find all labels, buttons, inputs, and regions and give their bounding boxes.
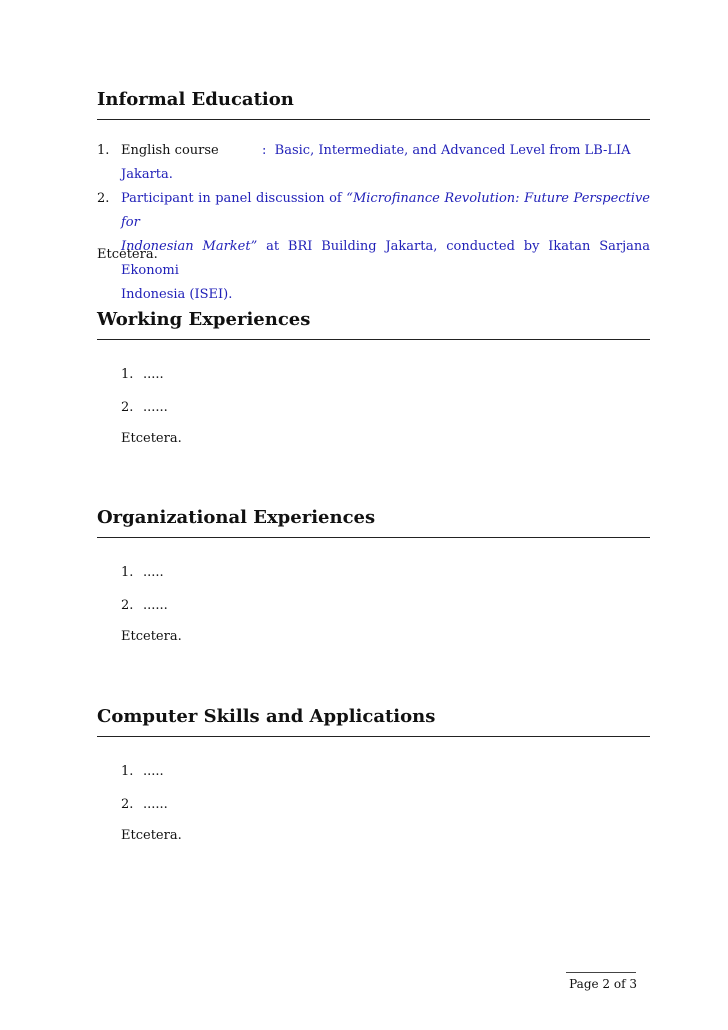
computer-skills-list — [121, 762, 168, 828]
section-title-organizational-experiences: Organizational Experiences — [97, 507, 650, 538]
english-course-value: Basic, Intermediate, and Advanced Level from LB-LIA Jakarta. — [121, 143, 631, 182]
panel-discussion-prefix: Participant in panel discussion of — [121, 191, 342, 206]
list-item-number: 1. — [97, 143, 110, 158]
section-title-computer-skills: Computer Skills and Applications — [97, 706, 650, 737]
panel-discussion-line-2 — [121, 235, 650, 283]
working-experiences-list — [121, 365, 168, 431]
panel-discussion-line-1 — [121, 187, 650, 235]
list-item-text: ..... — [143, 565, 164, 580]
list-item-number: 2. — [121, 400, 134, 415]
list-item — [97, 139, 650, 187]
list-item — [121, 795, 168, 828]
page-number: Page 2 of 3 — [569, 977, 637, 991]
organizational-experiences-list — [121, 563, 168, 629]
organizational-experiences-section — [97, 507, 650, 644]
panel-discussion-venue: at BRI Building Jakarta, conducted by Ikatan Sarjana Ekonomi — [121, 239, 650, 278]
list-item — [121, 563, 168, 596]
list-item — [97, 187, 650, 307]
list-item-number: 1. — [121, 764, 134, 779]
informal-education-list — [97, 139, 650, 307]
etcetera-text: Etcetera. — [97, 247, 158, 262]
list-item-number: 1. — [121, 565, 134, 580]
list-item-number: 2. — [121, 797, 134, 812]
footer-divider — [566, 972, 636, 973]
list-item-text: ..... — [143, 764, 164, 779]
etcetera-text: Etcetera. — [121, 828, 182, 843]
working-experiences-section — [97, 309, 650, 446]
informal-education-section — [97, 89, 650, 302]
panel-discussion-title-part-2: Indonesian Market” — [121, 239, 258, 254]
panel-discussion-organizer: Indonesia (ISEI). — [121, 287, 233, 302]
computer-skills-section — [97, 706, 650, 843]
section-title-working-experiences: Working Experiences — [97, 309, 650, 340]
list-item — [121, 762, 168, 795]
list-item-number: 2. — [97, 191, 110, 206]
panel-discussion-title-part-1: “Microfinance Revolution: Future Perspective for — [121, 191, 650, 230]
list-item-number: 1. — [121, 367, 134, 382]
english-course-separator: : — [262, 143, 267, 158]
list-item-text: ...... — [143, 797, 168, 812]
list-item-text: ...... — [143, 598, 168, 613]
panel-discussion-line-3 — [121, 283, 650, 307]
list-item — [121, 365, 168, 398]
etcetera-text: Etcetera. — [121, 431, 182, 446]
list-item-text: ...... — [143, 400, 168, 415]
list-item — [121, 398, 168, 431]
list-item-text: ..... — [143, 367, 164, 382]
list-item-number: 2. — [121, 598, 134, 613]
english-course-label: English course — [121, 143, 219, 158]
etcetera-text: Etcetera. — [121, 629, 182, 644]
list-item — [121, 596, 168, 629]
section-title-informal-education: Informal Education — [97, 89, 650, 120]
